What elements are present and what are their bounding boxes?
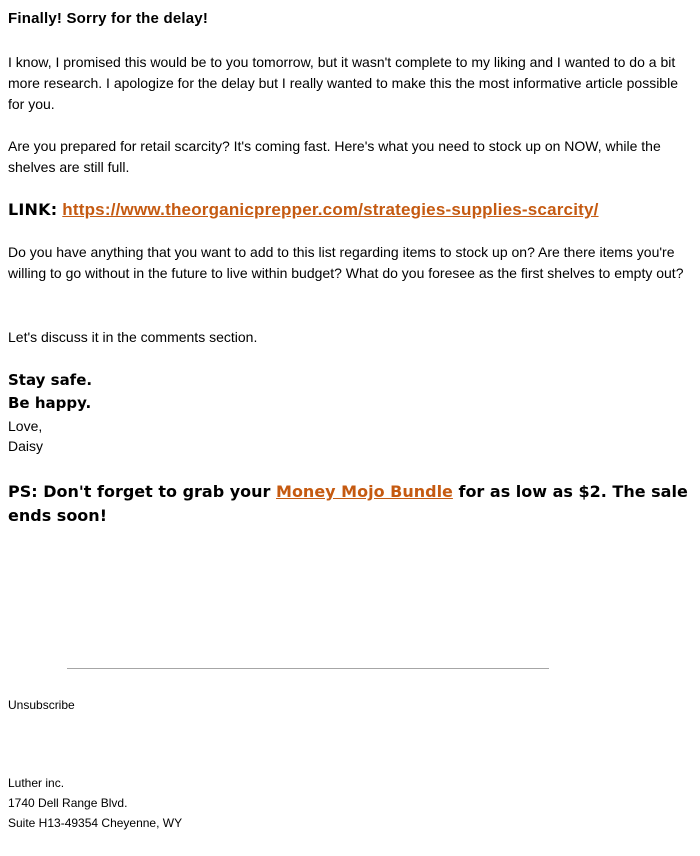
signoff-name: Daisy xyxy=(8,438,44,454)
intro-paragraph: I know, I promised this would be to you tomorrow, but it wasn't complete to my liking and I wanted to do a bit more research. I apologize for the delay but I really wanted to make this the most informative article possible for you. xyxy=(8,54,678,112)
article-link[interactable]: https://www.theorganicprepper.com/strategies-supplies-scarcity/ xyxy=(62,200,599,219)
footer-divider xyxy=(67,668,549,669)
link-label: LINK: xyxy=(8,200,58,219)
email-heading: Finally! Sorry for the delay! xyxy=(8,10,209,27)
signoff-stay-safe: Stay safe. xyxy=(8,371,93,389)
postscript-prefix: PS: Don't forget to grab your xyxy=(8,482,277,501)
scarcity-paragraph: Are you prepared for retail scarcity? It's coming fast. Here's what you need to stock up on NOW, while the shelves are still full. xyxy=(8,138,661,175)
postscript-suffix: for as low as $2. The sale ends soon! xyxy=(8,482,688,525)
footer-address-line-1: 1740 Dell Range Blvd. xyxy=(8,796,128,810)
money-mojo-bundle-link[interactable]: Money Mojo Bundle xyxy=(276,482,453,501)
discuss-paragraph: Let's discuss it in the comments section. xyxy=(8,329,258,345)
signoff-love: Love, xyxy=(8,418,43,434)
postscript xyxy=(8,480,692,528)
footer-company: Luther inc. xyxy=(8,776,65,790)
question-paragraph: Do you have anything that you want to add to this list regarding items to stock up on? Are there items you're willing to go without in the future to live within budget? What do you foresee as the first shelves to empty out? xyxy=(8,244,684,281)
unsubscribe-link[interactable]: Unsubscribe xyxy=(8,698,75,712)
footer-address-line-2: Suite H13-49354 Cheyenne, WY xyxy=(8,816,183,830)
article-link-line xyxy=(8,200,599,220)
signoff-be-happy: Be happy. xyxy=(8,394,92,412)
